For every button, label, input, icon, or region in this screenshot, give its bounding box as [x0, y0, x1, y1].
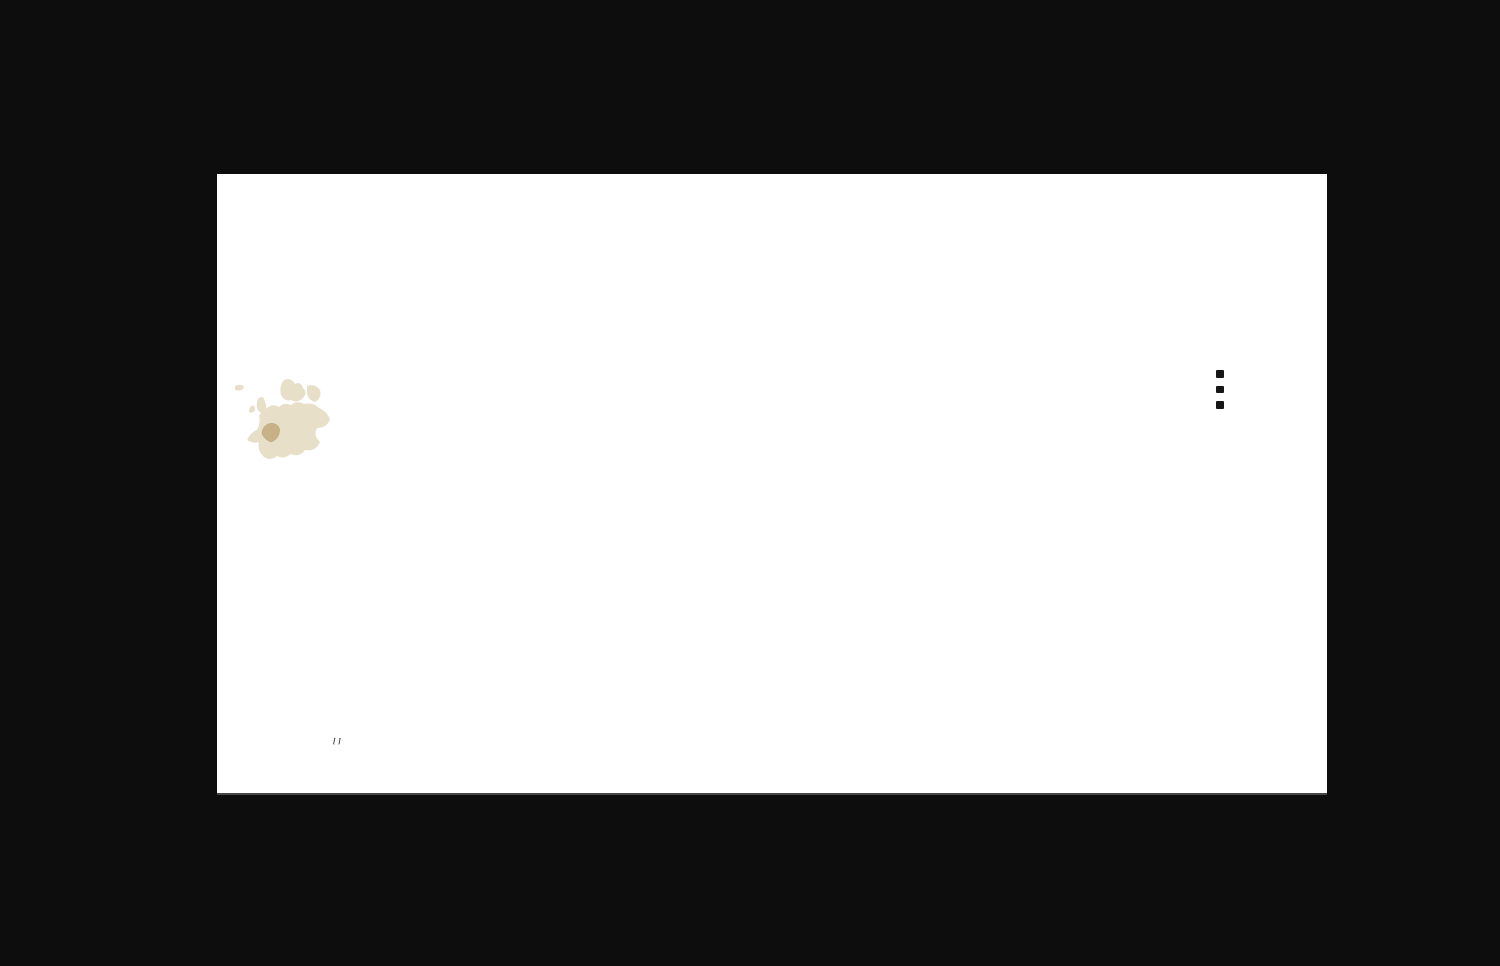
section-number-badge	[1216, 386, 1224, 394]
vulture-track-svg	[800, 200, 1215, 770]
europe-locator-map	[229, 377, 335, 469]
track-legend	[1085, 404, 1155, 406]
sidebar-section-top	[1216, 370, 1295, 378]
section-number-badge	[1216, 370, 1224, 378]
anatomy-sidebar	[1216, 362, 1295, 411]
sidebar-section-bottom	[1216, 401, 1295, 409]
footer	[333, 736, 353, 745]
sidebar-section-middle	[1216, 386, 1295, 394]
book-spread-page	[217, 174, 1327, 793]
europe-landmass	[235, 379, 330, 459]
section-number-badge	[1216, 401, 1224, 409]
page-number: [ ]	[333, 736, 342, 745]
